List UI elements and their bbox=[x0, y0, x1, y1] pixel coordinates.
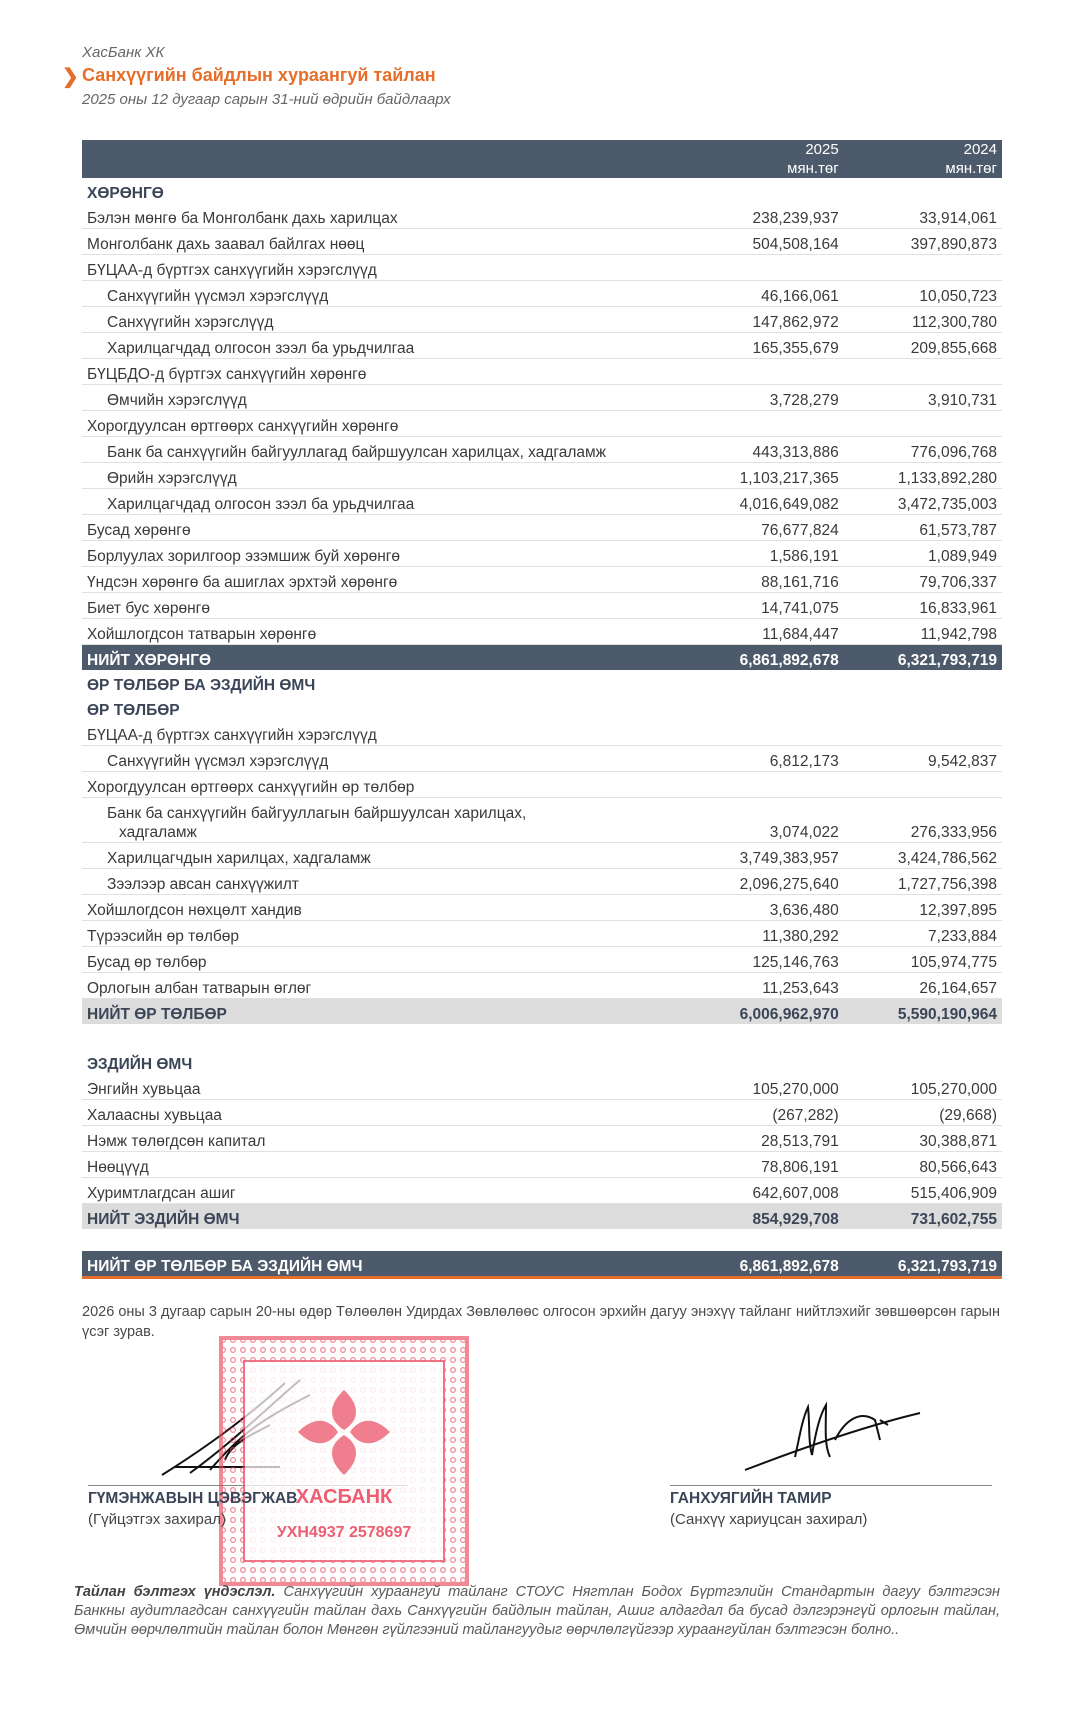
value-2025: 11,380,292 bbox=[685, 921, 843, 947]
row-label: Өрийн хэрэгслүүд bbox=[82, 463, 685, 489]
grand-total-2024: 6,321,793,719 bbox=[844, 1251, 1002, 1278]
value-2024: 776,096,768 bbox=[844, 437, 1002, 463]
table-row bbox=[82, 746, 1002, 772]
value-2024: 30,388,871 bbox=[844, 1126, 1002, 1152]
total-label: НИЙТ ХӨРӨНГӨ bbox=[82, 645, 685, 671]
total-2024: 731,602,755 bbox=[844, 1204, 1002, 1230]
table-row bbox=[82, 619, 1002, 645]
table-row bbox=[82, 947, 1002, 973]
value-2025 bbox=[685, 772, 843, 798]
value-2025: 3,074,022 bbox=[685, 798, 843, 843]
table-row bbox=[82, 541, 1002, 567]
table-row bbox=[82, 281, 1002, 307]
total-label: НИЙТ ЭЗДИЙН ӨМЧ bbox=[82, 1204, 685, 1230]
value-2025: 46,166,061 bbox=[685, 281, 843, 307]
row-label: Харилцагчдад олгосон зээл ба урьдчилгаа bbox=[82, 333, 685, 359]
value-2024 bbox=[844, 772, 1002, 798]
table-row bbox=[82, 463, 1002, 489]
signature-right bbox=[740, 1385, 930, 1480]
header-label-cell bbox=[82, 140, 685, 178]
signatory-ceo bbox=[88, 1490, 408, 1528]
value-2024: 1,133,892,280 bbox=[844, 463, 1002, 489]
table-row bbox=[82, 255, 1002, 281]
row-label: Борлуулах зорилгоор эзэмшиж буй хөрөнгө bbox=[82, 541, 685, 567]
table-row bbox=[82, 203, 1002, 229]
table-row bbox=[82, 1100, 1002, 1126]
table-row bbox=[82, 515, 1002, 541]
row-label: Хуримтлагдсан ашиг bbox=[82, 1178, 685, 1204]
approval-statement: 2026 оны 3 дугаар сарын 20-ны өдөр Төлөөлөн Удирдах Зөвлөлөөс олгосон эрхийн дагуу энэхүү тайланг нийтлэхийг зөвшөөрсөн гарын үсэг зурав. bbox=[82, 1304, 1000, 1340]
value-2025: 642,607,008 bbox=[685, 1178, 843, 1204]
value-2024: 3,424,786,562 bbox=[844, 843, 1002, 869]
row-label: Биет бус хөрөнгө bbox=[82, 593, 685, 619]
header-2024 bbox=[844, 140, 1002, 178]
value-2024 bbox=[844, 255, 1002, 281]
table-row bbox=[82, 333, 1002, 359]
total-2024: 6,321,793,719 bbox=[844, 645, 1002, 671]
report-header bbox=[62, 44, 451, 108]
row-label: Санхүүгийн үүсмэл хэрэгслүүд bbox=[82, 746, 685, 772]
grand-total-row bbox=[82, 1251, 1002, 1278]
value-2025: 125,146,763 bbox=[685, 947, 843, 973]
table-row bbox=[82, 385, 1002, 411]
table-row bbox=[82, 359, 1002, 385]
row-label: Нөөцүүд bbox=[82, 1152, 685, 1178]
value-2024: 11,942,798 bbox=[844, 619, 1002, 645]
value-2025: 147,862,972 bbox=[685, 307, 843, 333]
table-row bbox=[82, 869, 1002, 895]
value-2025: 1,586,191 bbox=[685, 541, 843, 567]
value-2025: 3,636,480 bbox=[685, 895, 843, 921]
row-label: БҮЦАА-д бүртгэх санхүүгийн хэрэгслүүд bbox=[82, 255, 685, 281]
signatory-role: (Санхүү хариуцсан захирал) bbox=[670, 1511, 868, 1528]
value-2025 bbox=[685, 411, 843, 437]
row-label: Монголбанк дахь заавал байлгах нөөц bbox=[82, 229, 685, 255]
value-2024: 105,974,775 bbox=[844, 947, 1002, 973]
grand-total-2025: 6,861,892,678 bbox=[685, 1251, 843, 1278]
value-2025: (267,282) bbox=[685, 1100, 843, 1126]
basis-label: Тайлан бэлтгэх үндэслэл. bbox=[74, 1584, 276, 1600]
total-liabilities-row bbox=[82, 999, 1002, 1025]
value-2025 bbox=[685, 720, 843, 746]
total-assets-row bbox=[82, 645, 1002, 671]
value-2024: 397,890,873 bbox=[844, 229, 1002, 255]
value-2025: 105,270,000 bbox=[685, 1074, 843, 1100]
value-2025: 11,684,447 bbox=[685, 619, 843, 645]
signatory-cfo bbox=[670, 1490, 990, 1528]
table-row bbox=[82, 895, 1002, 921]
table-row bbox=[82, 798, 1002, 843]
row-label: Хойшлогдсон татварын хөрөнгө bbox=[82, 619, 685, 645]
row-label: Орлогын албан татварын өглөг bbox=[82, 973, 685, 999]
row-label: Бусад хөрөнгө bbox=[82, 515, 685, 541]
section-heading-equity bbox=[82, 1049, 1002, 1074]
row-label: Энгийн хувьцаа bbox=[82, 1074, 685, 1100]
row-label: Зээлээр авсан санхүүжилт bbox=[82, 869, 685, 895]
table-row bbox=[82, 229, 1002, 255]
unit-2025: мян.төг bbox=[787, 160, 839, 177]
basis-of-preparation bbox=[74, 1583, 1000, 1640]
year-2024: 2024 bbox=[963, 141, 997, 158]
equity-heading: ЭЗДИЙН ӨМЧ bbox=[87, 1056, 193, 1073]
table-row bbox=[82, 1152, 1002, 1178]
table-row bbox=[82, 307, 1002, 333]
company-seal bbox=[218, 1335, 470, 1587]
report-title bbox=[62, 65, 451, 88]
value-2024: 12,397,895 bbox=[844, 895, 1002, 921]
year-2025: 2025 bbox=[805, 141, 839, 158]
total-2025: 6,861,892,678 bbox=[685, 645, 843, 671]
section-heading-liabilities bbox=[82, 695, 1002, 720]
value-2025: 88,161,716 bbox=[685, 567, 843, 593]
report-title-text: Санхүүгийн байдлын хураангуй тайлан bbox=[82, 65, 436, 85]
value-2024: 209,855,668 bbox=[844, 333, 1002, 359]
assets-heading: ХӨРӨНГӨ bbox=[87, 185, 164, 202]
row-label: Банк ба санхүүгийн байгууллагад байршуулсан харилцах, хадгаламж bbox=[82, 437, 685, 463]
value-2025: 78,806,191 bbox=[685, 1152, 843, 1178]
value-2024: 105,270,000 bbox=[844, 1074, 1002, 1100]
section-heading-assets bbox=[82, 178, 1002, 203]
spacer-row bbox=[82, 1024, 1002, 1049]
spacer-row bbox=[82, 1229, 1002, 1251]
value-2025: 504,508,164 bbox=[685, 229, 843, 255]
total-equity-row bbox=[82, 1204, 1002, 1230]
row-label: Хорогдуулсан өртгөөрх санхүүгийн хөрөнгө bbox=[82, 411, 685, 437]
table-row bbox=[82, 489, 1002, 515]
value-2024: 16,833,961 bbox=[844, 593, 1002, 619]
value-2025: 28,513,791 bbox=[685, 1126, 843, 1152]
value-2024: 26,164,657 bbox=[844, 973, 1002, 999]
value-2024: 276,333,956 bbox=[844, 798, 1002, 843]
value-2024: 61,573,787 bbox=[844, 515, 1002, 541]
value-2025: 238,239,937 bbox=[685, 203, 843, 229]
value-2025: 3,728,279 bbox=[685, 385, 843, 411]
value-2024: (29,668) bbox=[844, 1100, 1002, 1126]
value-2024: 79,706,337 bbox=[844, 567, 1002, 593]
row-label-line1: Банк ба санхүүгийн байгууллагын байршуулсан харилцах, bbox=[107, 805, 527, 822]
table-row bbox=[82, 921, 1002, 947]
row-label-line2: хадгаламж bbox=[119, 824, 197, 841]
grand-total-label: НИЙТ ӨР ТӨЛБӨР БА ЭЗДИЙН ӨМЧ bbox=[82, 1251, 685, 1278]
table-row bbox=[82, 843, 1002, 869]
basis-text: Санхүүгийн хураангуй тайланг СТОУС Нягтлан Бодох Бүртгэлийн Стандартын дагуу бэлтгэсэн Банкны аудитлагдсан санхүүгийн тайлан дахь Санхүүгийн байдлын тайлан, Ашиг алдагдал ба бусад дэлгэрэнгүй орлогын тайлан, Өмчийн өөрчлөлтийн тайлан болон Мөнгөн гүйлгээний тайлангуудыг өөрчлөлгүйгээр хураангуйлан бэлтгэсэн болно.. bbox=[74, 1584, 1000, 1638]
company-name: ХасБанк ХК bbox=[82, 44, 165, 61]
row-label: Түрээсийн өр төлбөр bbox=[82, 921, 685, 947]
row-label: Бэлэн мөнгө ба Монголбанк дахь харилцах bbox=[82, 203, 685, 229]
value-2024: 33,914,061 bbox=[844, 203, 1002, 229]
report-subtitle: 2025 оны 12 дугаар сарын 31-ний өдрийн байдлаарх bbox=[82, 91, 451, 108]
value-2024: 3,472,735,003 bbox=[844, 489, 1002, 515]
header-2025 bbox=[685, 140, 843, 178]
value-2024 bbox=[844, 720, 1002, 746]
value-2024 bbox=[844, 359, 1002, 385]
value-2024: 7,233,884 bbox=[844, 921, 1002, 947]
value-2024: 3,910,731 bbox=[844, 385, 1002, 411]
row-label: Санхүүгийн хэрэгслүүд bbox=[82, 307, 685, 333]
value-2024: 515,406,909 bbox=[844, 1178, 1002, 1204]
liabilities-heading: ӨР ТӨЛБӨР bbox=[87, 702, 180, 719]
value-2025 bbox=[685, 255, 843, 281]
value-2025: 1,103,217,365 bbox=[685, 463, 843, 489]
spacer-cell bbox=[82, 1229, 1002, 1251]
stamp-name: ХАСБАНК bbox=[295, 1486, 393, 1508]
row-label: Санхүүгийн үүсмэл хэрэгслүүд bbox=[82, 281, 685, 307]
row-label: Халаасны хувьцаа bbox=[82, 1100, 685, 1126]
value-2025: 3,749,383,957 bbox=[685, 843, 843, 869]
table-row bbox=[82, 973, 1002, 999]
value-2025: 11,253,643 bbox=[685, 973, 843, 999]
value-2025: 2,096,275,640 bbox=[685, 869, 843, 895]
row-label: Харилцагчдын харилцах, хадгаламж bbox=[82, 843, 685, 869]
table-row bbox=[82, 1178, 1002, 1204]
table-header-row bbox=[82, 140, 1002, 178]
table-row bbox=[82, 720, 1002, 746]
row-label: Үндсэн хөрөнгө ба ашиглах эрхтэй хөрөнгө bbox=[82, 567, 685, 593]
value-2025 bbox=[685, 359, 843, 385]
row-label: Харилцагчдад олгосон зээл ба урьдчилгаа bbox=[82, 489, 685, 515]
value-2024: 112,300,780 bbox=[844, 307, 1002, 333]
value-2025: 6,812,173 bbox=[685, 746, 843, 772]
signatory-name: ГҮМЭНЖАВЫН ЦЭВЭГЖАВ bbox=[88, 1490, 298, 1507]
financial-position-table bbox=[82, 140, 1002, 1279]
total-label: НИЙТ ӨР ТӨЛБӨР bbox=[82, 999, 685, 1025]
table-row bbox=[82, 772, 1002, 798]
signature-line-right bbox=[670, 1485, 992, 1486]
table-row bbox=[82, 593, 1002, 619]
table-row bbox=[82, 411, 1002, 437]
row-label: Хорогдуулсан өртгөөрх санхүүгийн өр төлбөр bbox=[82, 772, 685, 798]
row-label bbox=[82, 798, 685, 843]
value-2024: 10,050,723 bbox=[844, 281, 1002, 307]
value-2024: 80,566,643 bbox=[844, 1152, 1002, 1178]
row-label: Өмчийн хэрэгслүүд bbox=[82, 385, 685, 411]
row-label: Бусад өр төлбөр bbox=[82, 947, 685, 973]
value-2025: 443,313,886 bbox=[685, 437, 843, 463]
total-2024: 5,590,190,964 bbox=[844, 999, 1002, 1025]
signatory-role: (Гүйцэтгэх захирал) bbox=[88, 1511, 226, 1528]
spacer-cell bbox=[82, 1024, 1002, 1049]
row-label: БҮЦБДО-д бүртгэх санхүүгийн хөрөнгө bbox=[82, 359, 685, 385]
table-row bbox=[82, 437, 1002, 463]
total-2025: 6,006,962,970 bbox=[685, 999, 843, 1025]
value-2025: 165,355,679 bbox=[685, 333, 843, 359]
signatory-name: ГАНХУЯГИЙН ТАМИР bbox=[670, 1490, 832, 1507]
table-row bbox=[82, 1074, 1002, 1100]
value-2025: 76,677,824 bbox=[685, 515, 843, 541]
value-2025: 14,741,075 bbox=[685, 593, 843, 619]
value-2024 bbox=[844, 411, 1002, 437]
liab-equity-heading: ӨР ТӨЛБӨР БА ЭЗДИЙН ӨМЧ bbox=[87, 677, 316, 694]
stamp-code: УХН4937 2578697 bbox=[276, 1524, 412, 1541]
table-row bbox=[82, 1126, 1002, 1152]
chevron-right-icon: ❯ bbox=[62, 66, 79, 88]
value-2025: 4,016,649,082 bbox=[685, 489, 843, 515]
value-2024: 1,089,949 bbox=[844, 541, 1002, 567]
section-heading-liab-equity bbox=[82, 670, 1002, 695]
value-2024: 9,542,837 bbox=[844, 746, 1002, 772]
total-2025: 854,929,708 bbox=[685, 1204, 843, 1230]
row-label: Хойшлогдсон нөхцөлт хандив bbox=[82, 895, 685, 921]
row-label: Нэмж төлөгдсөн капитал bbox=[82, 1126, 685, 1152]
value-2024: 1,727,756,398 bbox=[844, 869, 1002, 895]
table-row bbox=[82, 567, 1002, 593]
unit-2024: мян.төг bbox=[945, 160, 997, 177]
row-label: БҮЦАА-д бүртгэх санхүүгийн хэрэгслүүд bbox=[82, 720, 685, 746]
